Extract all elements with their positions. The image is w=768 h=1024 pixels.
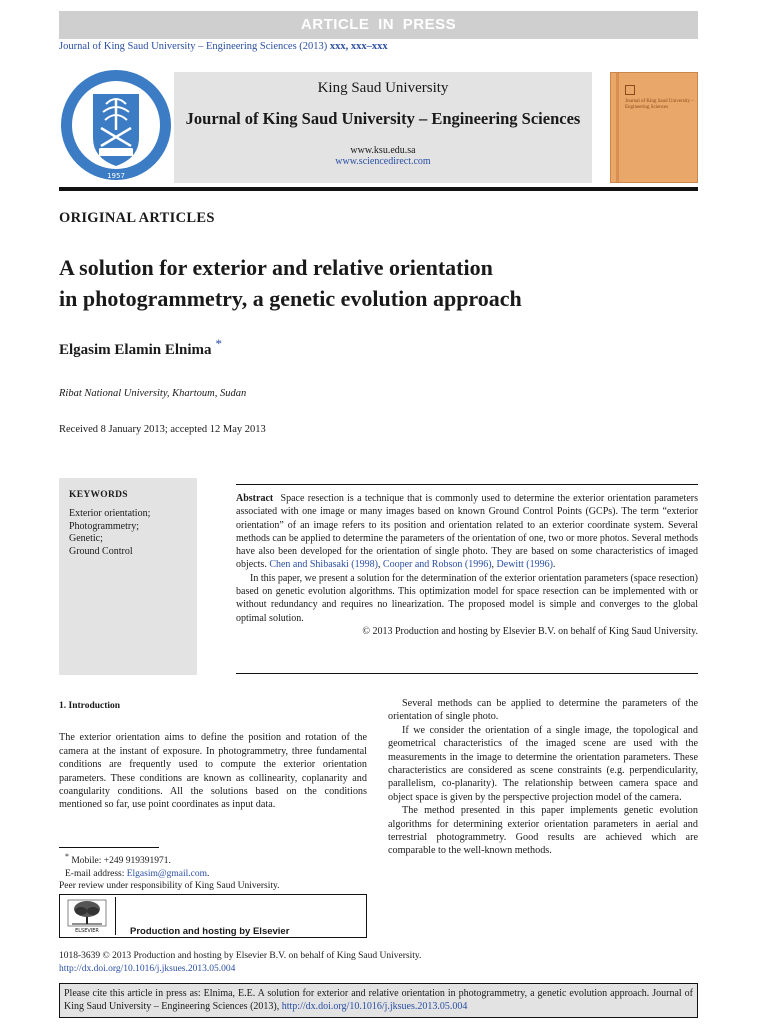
ksu-emblem-icon [59, 66, 172, 184]
body-paragraph: The method presented in this paper implements genetic evolution algorithms for determining exterior orientation parameters in aerial and terrestrial photogrammetry. Good results are achieved which are comparable to the well-known methods. [388, 805, 698, 857]
footnote-mobile-text: Mobile: +249 919391971. [71, 856, 171, 867]
body-left-column [59, 700, 367, 812]
elsevier-logo-word: ELSEVIER [75, 928, 99, 934]
cover-title: Journal of King Saud University – Engineering Sciences [625, 99, 694, 110]
abstract-text-1: Space resection is a technique that is commonly used to determine the exterior orientation parameters associated with one image or many images based on known Ground Control Points (GCPs). The term “exterior orientation” of an image refers to its position and orientation related to an exterior coordinate system. Several methods can be applied to determine the parameters of the orientation of one, two or more photos. Several methods have also been developed for the orientation of single photo. They are based on some characteristics of imaged objects. [236, 493, 698, 571]
elsevier-hosting-text: Production and hosting by Elsevier [130, 926, 290, 937]
keyword-item: Genetic; [69, 533, 103, 544]
footnote-mobile [59, 851, 367, 868]
body-right-column [388, 697, 698, 858]
keyword-item: Photogrammetry; [69, 520, 139, 532]
abstract-rule-bottom [236, 673, 698, 674]
journal-citation: Journal of King Saud University – Engineering Sciences (2013) [59, 41, 328, 52]
journal-citation-pages: xxx, xxx–xxx [329, 41, 388, 52]
footnotes [59, 851, 367, 893]
ref-chen-shibasaki[interactable]: Chen and Shibasaki (1998) [269, 559, 378, 571]
elsevier-logo [66, 898, 108, 934]
citation-doi-link[interactable]: http://dx.doi.org/10.1016/j.jksues.2013.05.004 [281, 1001, 468, 1012]
journal-cover-thumbnail [610, 72, 698, 183]
affiliation: Ribat National University, Khartoum, Sudan [59, 388, 247, 399]
received-dates: Received 8 January 2013; accepted 12 May 2013 [59, 424, 266, 435]
email-label: E-mail address: [65, 868, 125, 879]
journal-masthead [174, 72, 592, 183]
title-line-1: A solution for exterior and relative orientation [59, 255, 493, 280]
abstract-heading: Abstract [236, 493, 274, 504]
abstract-paragraph-1: Abstract Space resection is a technique that is commonly used to determine the exterior orientation parameters associated with one image or many images based on known Ground Control Points (GCPs). The term “exterior orientation” of an image refers to its position and orientation related to an exterior coordinate system. Several methods can be applied to determine the parameters of the orientation of one, two or more photos. Several methods have also been developed for the orientation of single photo. They are based on some characteristics of imaged objects. Chen and Shibasaki (1998), Cooper and Robson (1996), Dewitt (1996). [236, 493, 698, 571]
citation-text: Please cite this article in press as: Elnima, E.E. A solution for exterior and relative orientation in photogrammetry, a genetic evolution approach. Journal of King Saud University – Engineering Sciences (2013), [64, 988, 693, 1012]
body-paragraph: Several methods can be applied to determine the parameters of the orientation of single photo. [388, 698, 698, 723]
abstract [236, 492, 698, 638]
keywords-heading: KEYWORDS [69, 490, 128, 500]
ksu-url[interactable]: www.ksu.edu.sa [350, 145, 416, 156]
footnote-email: E-mail address: Elgasim@gmail.com. [65, 868, 210, 879]
doi-link[interactable]: http://dx.doi.org/10.1016/j.jksues.2013.05.004 [59, 964, 236, 974]
abstract-copyright: © 2013 Production and hosting by Elsevier B.V. on behalf of King Saud University. [362, 625, 698, 637]
article-title [59, 252, 679, 314]
issn-line: 1018-3639 © 2013 Production and hosting by Elsevier B.V. on behalf of King Saud University. [59, 951, 422, 961]
press-label: ARTICLE IN PRESS [300, 16, 457, 33]
header-rule [59, 187, 698, 191]
cover-spine [616, 73, 619, 182]
body-paragraph: If we consider the orientation of a single image, the topological and geometrical characteristics of the imaged scene are used with the measurements in the image to determine the orientation parameters. These characteristics are considered as scene constraints (e.g. perpendicularity, parallelism, co-planarity). The relationship between camera space and object space is given by the perspective projection model of the camera. [388, 724, 698, 803]
ksu-logo [59, 66, 172, 184]
article-in-press-banner [59, 11, 698, 39]
issn-block [59, 950, 421, 976]
ref-cooper-robson[interactable]: Cooper and Robson (1996) [382, 559, 492, 571]
keyword-item: Ground Control [69, 545, 133, 557]
introduction-heading: 1. Introduction [59, 701, 121, 711]
elsevier-divider [115, 897, 116, 935]
author-name: Elgasim Elamin Elnima [59, 342, 212, 358]
abstract-paragraph-2: In this paper, we present a solution for the determination of the exterior orientation parameters (space resection) based on genetic evolution algorithms. This optimization model for space resection can be implemented with or without redundancy and requires no linearization. The proposed model is simple and converges to the global optimal solution. [236, 572, 698, 624]
logo-year: 1957 [107, 172, 125, 180]
author [59, 336, 222, 359]
introduction-paragraph: The exterior orientation aims to define the position and rotation of the camera at the instant of exposure. In photogrammetry, three fundamental conditions are frequently used to compute the exterior orientation parameters. These conditions are known as collinearity, coplanarity and coangularity conditions. All the solutions based on the conditions mentioned so far, use point coordinates as input data. [59, 732, 367, 811]
sciencedirect-url[interactable]: www.sciencedirect.com [335, 156, 431, 167]
citation-box [59, 983, 698, 1018]
section-label: ORIGINAL ARTICLES [59, 210, 215, 226]
keyword-item: Exterior orientation; [69, 508, 151, 519]
peer-review-note: Peer review under responsibility of King Saud University. [59, 881, 280, 892]
publisher-name: King Saud University [317, 80, 449, 96]
footnote-mark: * [65, 852, 69, 861]
elsevier-tree-icon [66, 898, 108, 934]
cover-emblem-icon [625, 85, 635, 95]
journal-citation-line[interactable] [59, 41, 388, 52]
footnote-rule [59, 847, 159, 848]
abstract-rule-top [236, 484, 698, 485]
keywords-box [59, 478, 197, 675]
ref-dewitt[interactable]: Dewitt (1996) [496, 559, 553, 571]
author-footnote-link[interactable]: * [215, 336, 223, 351]
journal-name: Journal of King Saud University – Engineering Sciences [185, 109, 581, 128]
title-line-2: in photogrammetry, a genetic evolution approach [59, 286, 522, 311]
email-link[interactable]: Elgasim@gmail.com [126, 868, 207, 879]
